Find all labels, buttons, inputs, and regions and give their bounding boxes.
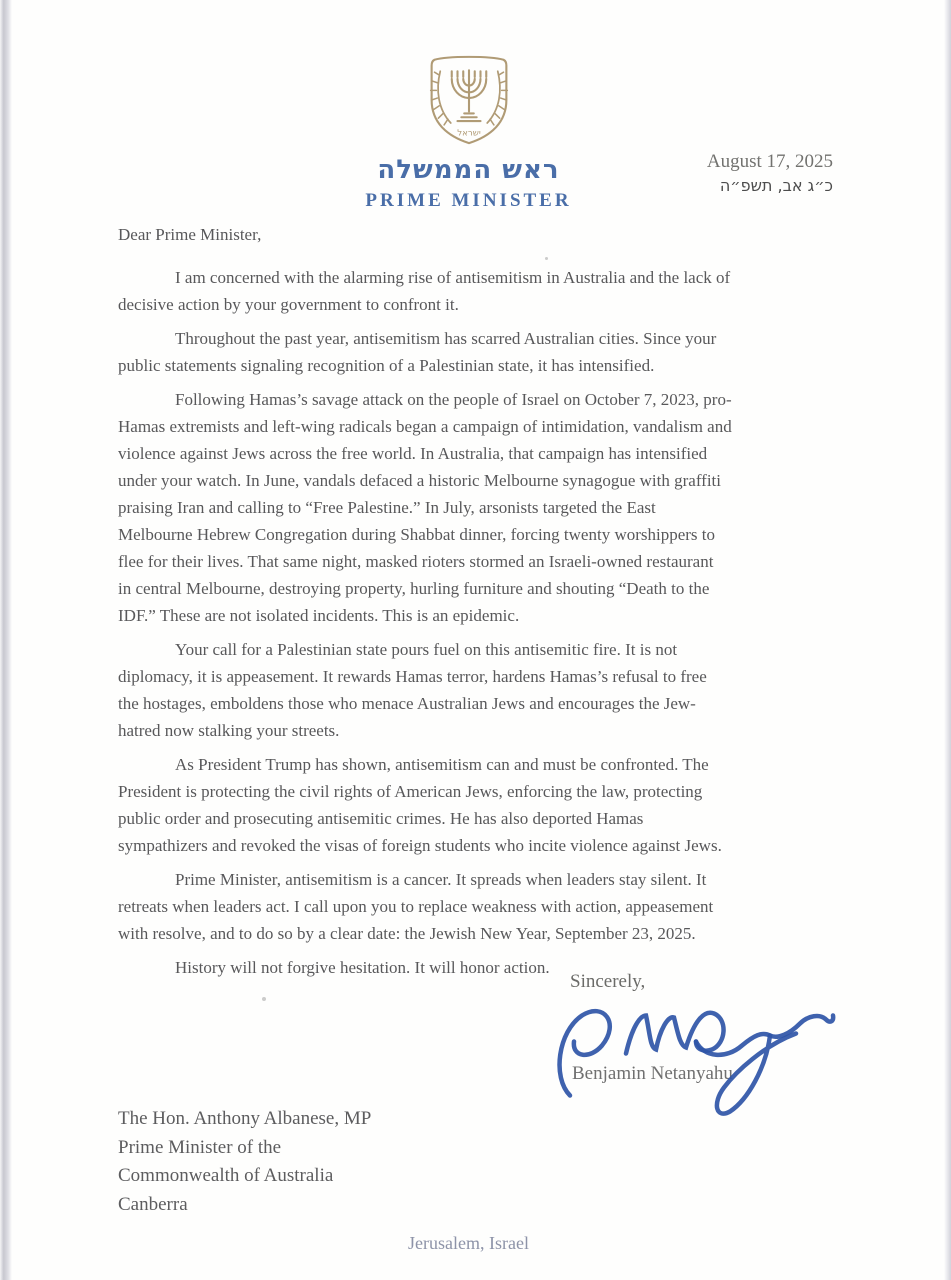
signature-ink: [546, 986, 836, 1124]
paragraph-2: Throughout the past year, antisemitism has scarred Australian cities. Since your public statements signaling recognition of a Palestinian state, it has intensified.: [118, 329, 717, 375]
paragraph-5: As President Trump has shown, antisemitism can and must be confronted. The President is protecting the civil rights of American Jews, enforcing the law, protecting public order and prosecuting antisemitic crimes. He has also deported Hamas sympathizers and revoked the visas of foreign students who incite violence against Jews.: [118, 755, 722, 855]
letter-body: [118, 221, 848, 988]
paragraph-1: I am concerned with the alarming rise of antisemitism in Australia and the lack of decisive action by your government to confront it.: [118, 268, 731, 314]
salutation: Dear Prime Minister,: [118, 225, 262, 244]
date-gregorian: August 17, 2025: [706, 151, 833, 172]
letterhead-title-english: PRIME MINISTER: [365, 190, 572, 211]
paragraph-6: Prime Minister, antisemitism is a cancer. It spreads when leaders stay silent. It retreats when leaders act. I call upon you to replace weakness with action, appeasement with resolve, and to do so by a clear date: the Jewish New Year, September 23, 2025.: [118, 870, 714, 943]
paragraph-7: History will not forgive hesitation. It will honor action.: [175, 958, 550, 977]
photo-artifact-dot: [262, 997, 266, 1001]
israel-state-emblem-icon: [417, 54, 521, 146]
page-right-edge: [944, 0, 951, 1280]
valediction: Sincerely,: [570, 971, 646, 992]
recipient-address: The Hon. Anthony Albanese, MP Prime Minister of the Commonwealth of Australia Canberra: [118, 1108, 372, 1215]
letterhead-title-hebrew: ראש הממשלה: [377, 155, 560, 185]
photo-artifact-dot: [545, 257, 548, 260]
signer-typed-name: Benjamin Netanyahu: [572, 1063, 733, 1084]
date-block: [707, 150, 833, 198]
paragraph-3: Following Hamas’s savage attack on the people of Israel on October 7, 2023, pro- Hamas extremists and left-wing radicals began a campaign of intimidation, vandalism and violence against Jews across the free world. In Australia, that campaign has intensified under your watch. In June, vandals defaced a historic Melbourne synagogue with graffiti praising Iran and calling to “Free Palestine.” In July, arsonists targeted the East Melbourne Hebrew Congregation during Shabbat dinner, forcing twenty worshippers to flee for their lives. That same night, masked rioters stormed an Israeli-owned restaurant in central Melbourne, destroying property, hurling furniture and shouting “Death to the IDF.” These are not isolated incidents. This is an epidemic.: [118, 390, 732, 625]
emblem-israel-label: ישראל: [456, 128, 481, 139]
paragraph-4: Your call for a Palestinian state pours fuel on this antisemitic fire. It is not diplomacy, it is appeasement. It rewards Hamas terror, hardens Hamas’s refusal to free the hostages, emboldens those who menace Australian Jews and encourages the Jew- hatred now stalking your streets.: [118, 640, 707, 740]
date-hebrew: כ״ג אב, תשפ״ה: [719, 176, 833, 195]
footer-location: Jerusalem, Israel: [408, 1233, 529, 1253]
